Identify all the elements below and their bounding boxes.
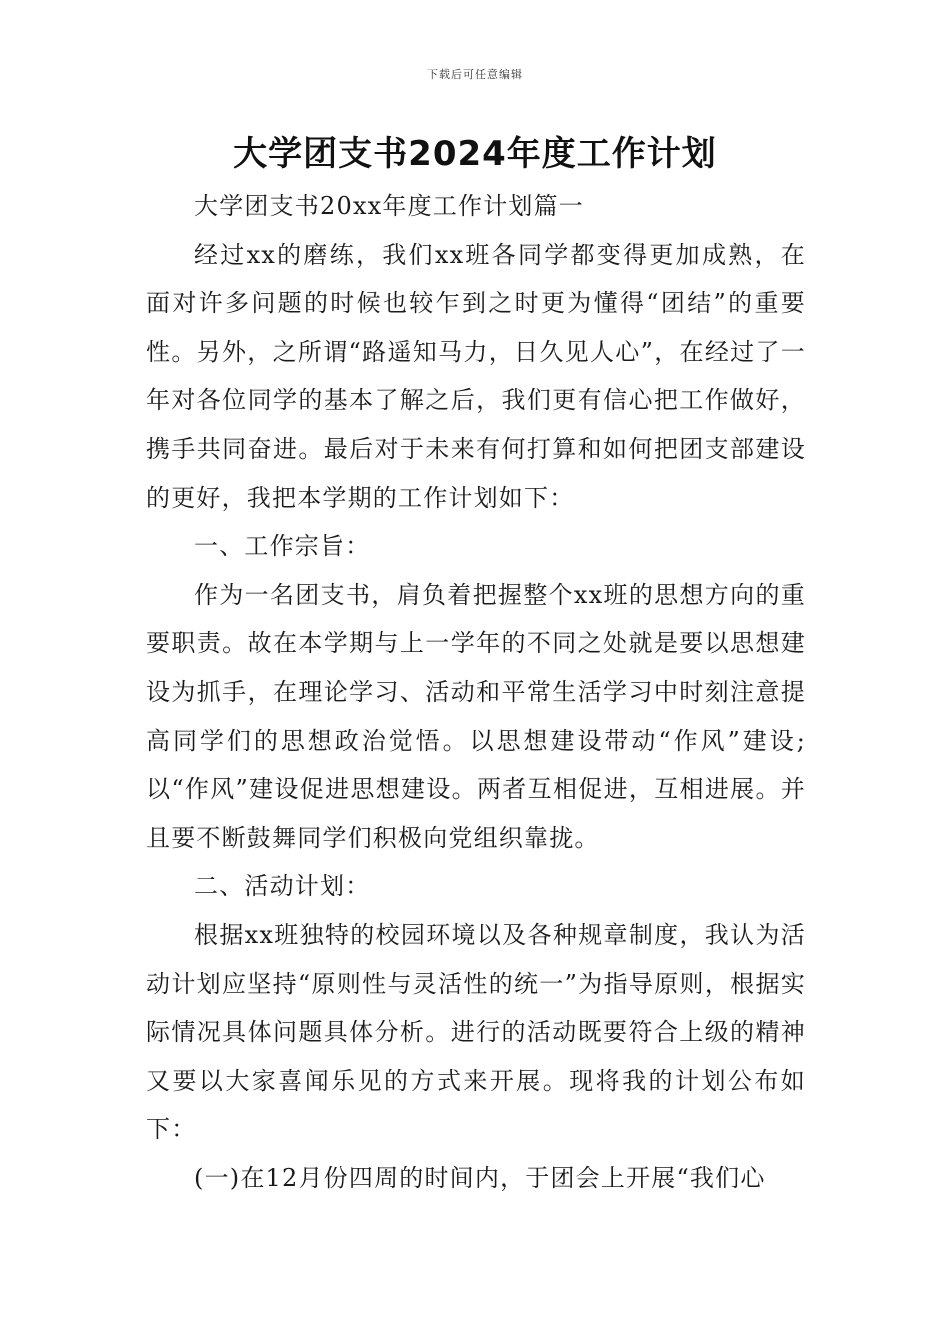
header-note: 下载后可任意编辑 <box>427 68 523 81</box>
section-heading-activities: 二、活动计划： <box>194 872 371 901</box>
document-body <box>146 182 806 1202</box>
document-title: 大学团支书2024年度工作计划 <box>233 134 717 174</box>
paragraph-item-one: (一)在12月份四周的时间内，于团会上开展“我们心 <box>194 1163 766 1192</box>
section-heading-purpose: 一、工作宗旨： <box>194 532 371 561</box>
paragraph-subtitle: 大学团支书20xx年度工作计划篇一 <box>194 192 585 220</box>
paragraph-intro: 经过xx的磨练，我们xx班各同学都变得更加成熟，在面对许多问题的时候也较乍到之时更为懂得“团结”的重要性。另外，之所谓“路遥知马力，日久见人心”，在经过了一年对各位同学的基本了解之后，我们更有信心把工作做好，携手共同奋进。最后对于未来有何打算和如何把团支部建设的更好，我把本学期的工作计划如下： <box>146 240 806 512</box>
paragraph-purpose: 作为一名团支书，肩负着把握整个xx班的思想方向的重要职责。故在本学期与上一学年的不同之处就是要以思想建设为抓手，在理论学习、活动和平常生活学习中时刻注意提高同学们的思想政治觉悟。以思想建设带动“作风”建设;以“作风”建设促进思想建设。两者互相促进，互相进展。并且要不断鼓舞同学们积极向党组织靠拢。 <box>146 580 806 852</box>
paragraph-activities: 根据xx班独特的校园环境以及各种规章制度，我认为活动计划应坚持“原则性与灵活性的统一”为指导原则，根据实际情况具体问题具体分析。进行的活动既要符合上级的精神又要以大家喜闻乐见的方式来开展。现将我的计划公布如下： <box>146 920 806 1144</box>
